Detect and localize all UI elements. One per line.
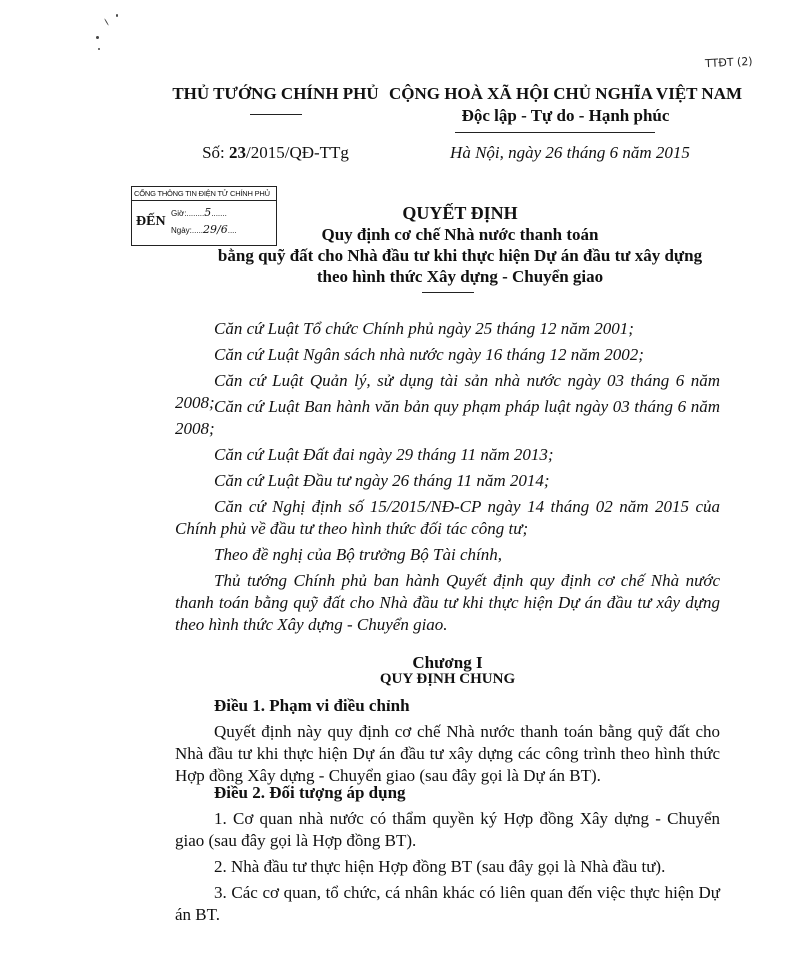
decision-subtitle-line: Quy định cơ chế Nhà nước thanh toán [321,225,599,244]
scan-speck [98,48,100,50]
motto-underline [455,132,655,133]
article-heading: Điều 1. Phạm vi điều chỉnh [214,696,410,715]
decision-title [200,203,720,287]
document-number-suffix: /2015/QĐ-TTg [246,143,349,162]
issuer-underline [250,114,302,115]
decision-subtitle-line: bằng quỹ đất cho Nhà đầu tư khi thực hiện Dự án đầu tư xây dựng [217,246,703,265]
scan-speck [96,36,99,39]
national-header [388,84,743,126]
preamble-item: Căn cứ Luật Tổ chức Chính phủ ngày 25 tháng 12 năm 2001; [214,319,634,338]
handwritten-note: TTĐT (2) [704,54,753,71]
scan-speck [116,14,118,17]
article-paragraph: 1. Cơ quan nhà nước có thẩm quyền ký Hợp đồng Xây dựng - Chuyển giao (sau đây gọi là Hợp đồng BT). [175,809,720,850]
stamp-dots: ..... [191,226,204,235]
stamp-dots: .... [227,226,237,235]
preamble-item: Căn cứ Luật Ngân sách nhà nước ngày 16 tháng 12 năm 2002; [214,345,644,364]
document-number-prefix: Số: [202,143,229,162]
preamble-item: Căn cứ Nghị định số 15/2015/NĐ-CP ngày 14 tháng 02 năm 2015 của Chính phủ về đầu tư theo hình thức đối tác công tư; [175,497,720,538]
stamp-gio-label: Giờ: [171,209,187,218]
issuer-name: THỦ TƯỚNG CHÍNH PHỦ [172,84,379,103]
stamp-ngay-value: 29/6 [203,223,228,236]
decision-subtitle-line: theo hình thức Xây dựng - Chuyển giao [316,267,604,286]
article-paragraph: Quyết định này quy định cơ chế Nhà nước thanh toán bằng quỹ đất cho Nhà đầu tư khi thực hiện Dự án đầu tư xây dựng các công trình theo hình thức Hợp đồng Xây dựng - Chuyển giao (sau đây gọi là Dự án BT). [175,722,720,785]
preamble-item: Căn cứ Luật Quản lý, sử dụng tài sản nhà nước ngày 03 tháng 6 năm 2008; [175,371,720,412]
stamp-heading: CỔNG THÔNG TIN ĐIỆN TỬ CHÍNH PHỦ [134,189,270,198]
preamble-item: Căn cứ Luật Đất đai ngày 29 tháng 11 năm 2013; [214,445,554,464]
article-heading: Điều 2. Đối tượng áp dụng [214,783,406,802]
article-paragraph: 3. Các cơ quan, tổ chức, cá nhân khác có liên quan đến việc thực hiện Dự án BT. [175,883,720,924]
preamble-item: Căn cứ Luật Ban hành văn bản quy phạm pháp luật ngày 03 tháng 6 năm 2008; [175,397,720,438]
stamp-den-label: ĐẾN [136,214,166,229]
country-name: CỘNG HOÀ XÃ HỘI CHỦ NGHĨA VIỆT NAM [388,84,743,103]
chapter-label: Chương I [412,653,483,672]
scan-speck [104,18,109,25]
stamp-divider [132,200,276,201]
title-underline [422,292,474,293]
preamble-item: Căn cứ Luật Đầu tư ngày 26 tháng 11 năm 2014; [214,471,550,490]
stamp-ngay-label: Ngày: [171,226,192,235]
place-date: Hà Nội, ngày 26 tháng 6 năm 2015 [450,143,690,162]
article-paragraph: 2. Nhà đầu tư thực hiện Hợp đồng BT (sau đây gọi là Nhà đầu tư). [214,857,666,876]
stamp-dots: ....... [211,209,227,218]
preamble-item: Theo đề nghị của Bộ trưởng Bộ Tài chính, [214,545,502,564]
stamp-dots: ........ [186,209,205,218]
chapter-name: QUY ĐỊNH CHUNG [379,671,516,687]
document-number-value: 23 [229,143,246,162]
decision-heading: QUYẾT ĐỊNH [402,203,518,223]
document-number [168,143,383,163]
national-motto: Độc lập - Tự do - Hạnh phúc [461,106,670,125]
preamble-item: Thủ tướng Chính phủ ban hành Quyết định quy định cơ chế Nhà nước thanh toán bằng quỹ đất cho Nhà đầu tư khi thực hiện Dự án đầu tư xây dựng theo hình thức Xây dựng - Chuyển giao. [175,571,720,634]
stamp-gio-value: 5 [204,206,212,219]
